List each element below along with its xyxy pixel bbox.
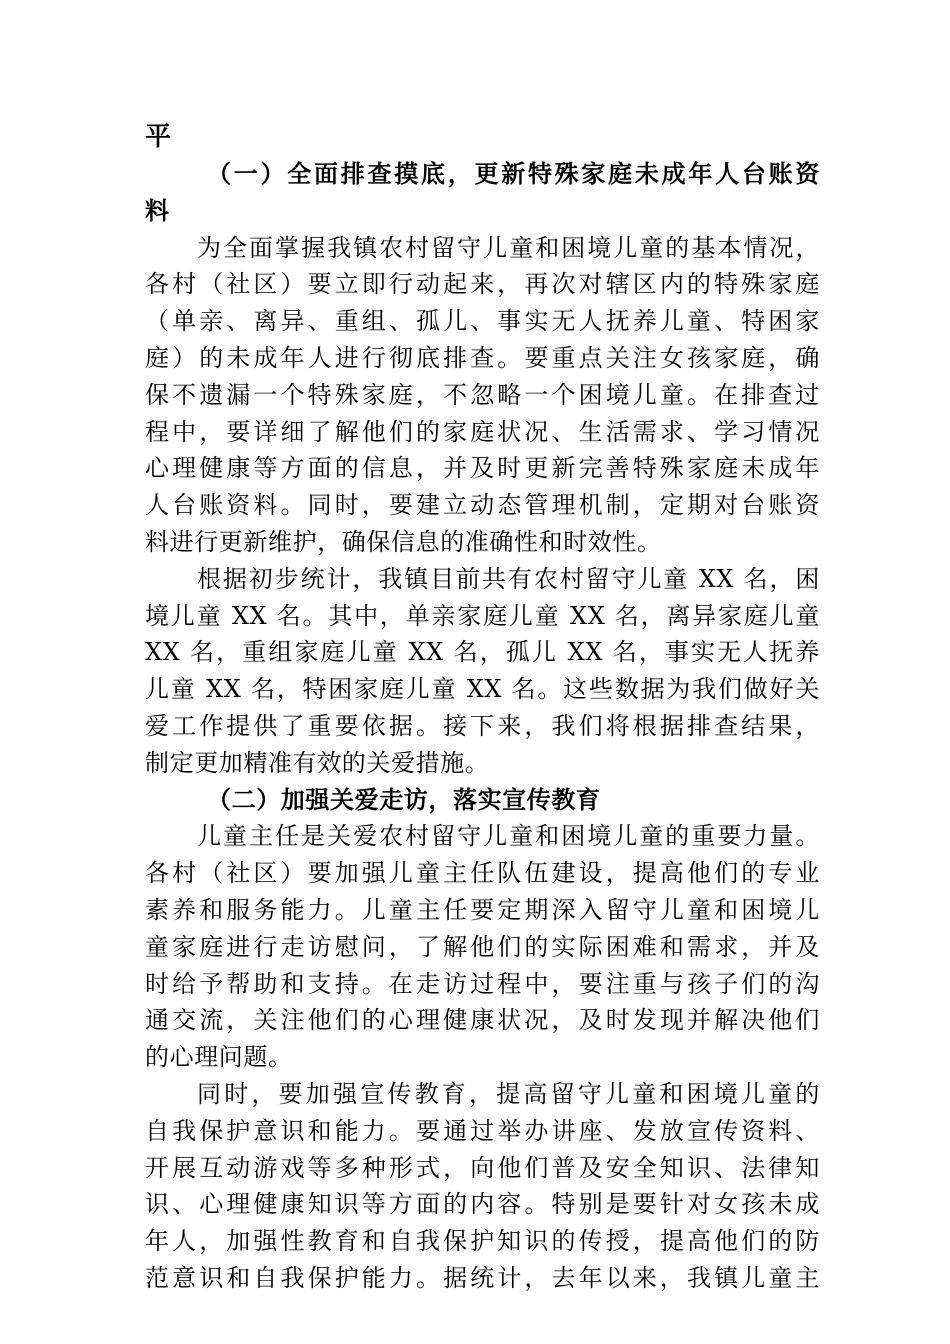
text-line: 时给予帮助和支持。在走访过程中，要注重与孩子们的沟 <box>145 969 820 998</box>
text-line: 程中，要详细了解他们的家庭状况、生活需求、学习情况 <box>145 417 820 446</box>
text-line: 为全面掌握我镇农村留守儿童和困境儿童的基本情况， <box>197 233 820 262</box>
text-line: 料进行更新维护，确保信息的准确性和时效性。 <box>145 527 662 556</box>
text-line: 保不遗漏一个特殊家庭，不忽略一个困境儿童。在排查过 <box>145 380 820 409</box>
text-line: 的心理问题。 <box>145 1043 293 1072</box>
text-line: 庭）的未成年人进行彻底排查。要重点关注女孩家庭，确 <box>145 343 820 372</box>
text-line: 心理健康等方面的信息，并及时更新完善特殊家庭未成年 <box>145 454 820 483</box>
text-line: XX 名，重组家庭儿童 XX 名，孤儿 XX 名，事实无人抚养 <box>145 638 820 667</box>
text-line: 人台账资料。同时，要建立动态管理机制，定期对台账资 <box>145 491 820 520</box>
text-line: 儿童 XX 名，特困家庭儿童 XX 名。这些数据为我们做好关 <box>145 675 820 704</box>
text-line: 年人，加强性教育和自我保护知识的传授，提高他们的防 <box>145 1227 820 1256</box>
text-line: 素养和服务能力。儿童主任要定期深入留守儿童和困境儿 <box>145 895 820 924</box>
text-line: 根据初步统计，我镇目前共有农村留守儿童 XX 名，困 <box>197 564 820 593</box>
text-line: 自我保护意识和能力。要通过举办讲座、发放宣传资料、 <box>145 1116 820 1145</box>
text-line: 开展互动游戏等多种形式，向他们普及安全知识、法律知 <box>145 1153 820 1182</box>
text-line: 同时，要加强宣传教育，提高留守儿童和困境儿童的 <box>197 1079 820 1108</box>
text-line: 各村（社区）要立即行动起来，再次对辖区内的特殊家庭 <box>145 270 820 299</box>
text-line: 制定更加精准有效的关爱措施。 <box>145 748 490 777</box>
section-heading-line: （二）加强关爱走访，落实宣传教育 <box>207 784 601 814</box>
text-line: 平 <box>145 122 172 152</box>
document-body <box>145 118 820 1297</box>
text-line: 境儿童 XX 名。其中，单亲家庭儿童 XX 名，离异家庭儿童 <box>145 601 820 630</box>
section-heading-line: （一）全面排查摸底，更新特殊家庭未成年人台账资 <box>207 159 820 188</box>
text-line: 识、心理健康知识等方面的内容。特别是要针对女孩未成 <box>145 1190 820 1219</box>
text-line: 通交流，关注他们的心理健康状况，及时发现并解决他们 <box>145 1006 820 1035</box>
text-line: （单亲、离异、重组、孤儿、事实无人抚养儿童、特困家 <box>145 307 820 336</box>
section-heading-line: 料 <box>145 195 170 225</box>
text-line: 儿童主任是关爱农村留守儿童和困境儿童的重要力量。 <box>197 822 820 851</box>
text-line: 各村（社区）要加强儿童主任队伍建设，提高他们的专业 <box>145 859 820 888</box>
text-line: 范意识和自我保护能力。据统计，去年以来，我镇儿童主 <box>145 1263 820 1292</box>
text-line: 爱工作提供了重要依据。接下来，我们将根据排查结果， <box>145 711 820 740</box>
text-line: 童家庭进行走访慰问，了解他们的实际困难和需求，并及 <box>145 932 820 961</box>
